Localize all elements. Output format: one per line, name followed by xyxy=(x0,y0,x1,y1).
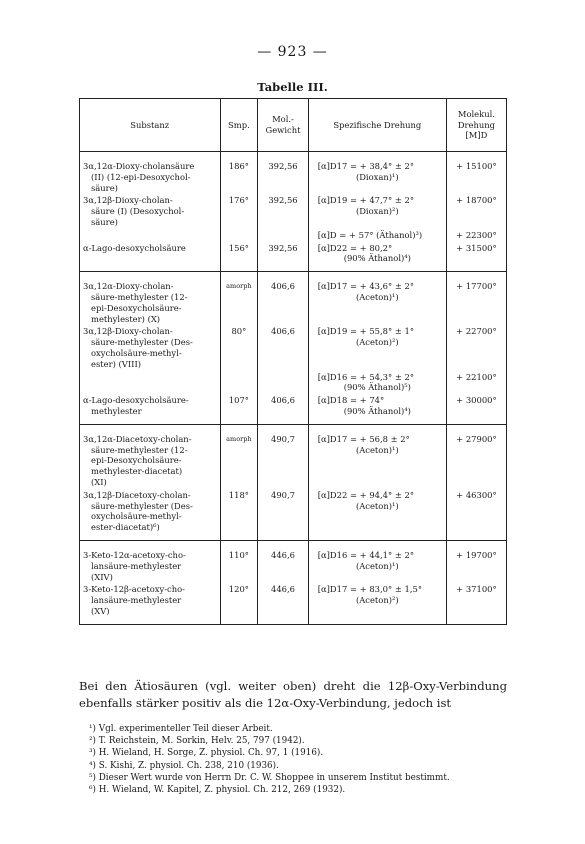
table-row xyxy=(80,242,507,272)
substanz-line: α-Lago-desoxycholsäure xyxy=(83,242,186,253)
substanz-line: 3α,12α-Dioxy-cholan- xyxy=(83,281,174,292)
cell-molek-drehung: + 15100° xyxy=(446,152,506,195)
cell-mol-gewicht: 490,7 xyxy=(258,424,308,488)
substanz-line: säure) xyxy=(91,182,118,193)
substanz-line: methylester xyxy=(91,405,142,416)
rotation-solvent: (90% Äthanol)⁴) xyxy=(343,405,411,416)
cell-spez-drehung xyxy=(308,229,446,242)
table-group xyxy=(80,540,507,624)
substanz-line: 3α,12α-Diacetoxy-cholan- xyxy=(83,433,192,444)
substanz-line: 3α,12β-Diacetoxy-cholan- xyxy=(83,489,191,500)
substanz-line: (XIV) xyxy=(91,571,113,582)
body-paragraph: Bei den Ätiosäuren (vgl. weiter oben) dreht die 12β-Oxy-Verbindung ebenfalls stärker positiv als die 12α-Oxy-Verbindung, jedoch ist xyxy=(79,679,507,710)
rotation-value: [α]D22 = + 80,2° xyxy=(317,242,393,253)
cell-molek-drehung: + 18700° xyxy=(446,194,506,228)
substanz-line: epi-Desoxycholsäure- xyxy=(91,455,182,466)
cell-smp: 107° xyxy=(220,394,258,424)
substanz-line: 3α,12β-Dioxy-cholan- xyxy=(83,195,173,206)
rotation-solvent: (Aceton)¹) xyxy=(355,560,399,571)
rotation-value: [α]D17 = + 83,0° ± 1,5° xyxy=(317,584,423,595)
rotation-solvent: (Aceton)²) xyxy=(355,337,399,348)
cell-mol-gewicht: 406,6 xyxy=(258,325,308,370)
cell-substanz xyxy=(80,583,221,624)
header-substanz: Substanz xyxy=(80,99,221,152)
cell-mol-gewicht: 490,7 xyxy=(258,489,308,541)
rotation-value: [α]D16 = + 44,1° ± 2° xyxy=(317,549,415,560)
table-title: Tabelle III. xyxy=(257,80,328,94)
table-row xyxy=(80,229,507,242)
cell-smp: 156° xyxy=(220,242,258,272)
cell-mol-gewicht: 446,6 xyxy=(258,583,308,624)
table-row xyxy=(80,394,507,424)
cell-molek-drehung: + 37100° xyxy=(446,583,506,624)
cell-mol-gewicht xyxy=(258,371,308,395)
cell-spez-drehung xyxy=(308,583,446,624)
rotation-solvent: (Dioxan)¹) xyxy=(355,171,399,182)
cell-substanz xyxy=(80,489,221,541)
cell-spez-drehung xyxy=(308,489,446,541)
cell-molek-drehung: + 19700° xyxy=(446,540,506,583)
substanz-line: 3α,12β-Dioxy-cholan- xyxy=(83,326,173,337)
cell-molek-drehung: + 30000° xyxy=(446,394,506,424)
substanz-line: α-Lago-desoxycholsäure- xyxy=(83,395,189,406)
header-molek-drehung: Molekul. Drehung [M]D xyxy=(446,99,506,152)
table-header-row xyxy=(80,99,507,152)
rotation-solvent: (90% Äthanol)⁴) xyxy=(343,253,411,264)
cell-substanz xyxy=(80,229,221,242)
footnotes xyxy=(89,723,509,796)
rotation-table xyxy=(79,98,507,625)
cell-substanz xyxy=(80,152,221,195)
page-number: — 923 — xyxy=(257,44,328,60)
cell-spez-drehung xyxy=(308,152,446,195)
substanz-line: methylester-diacetat) xyxy=(91,466,183,477)
table-group xyxy=(80,272,507,425)
cell-mol-gewicht xyxy=(258,229,308,242)
rotation-value: [α]D17 = + 56,8 ± 2° xyxy=(317,433,410,444)
substanz-line: oxycholsäure-methyl- xyxy=(91,511,182,522)
substanz-line: säure-methylester (12- xyxy=(91,291,188,302)
footnote: ⁵) Dieser Wert wurde von Herrn Dr. C. W. Shoppee in unserem Institut bestimmt. xyxy=(89,772,450,783)
rotation-value: [α]D = + 57° (Äthanol)³) xyxy=(317,229,423,240)
rotation-value: [α]D16 = + 54,3° ± 2° xyxy=(317,371,415,382)
substanz-line: 3-Keto-12β-acetoxy-cho- xyxy=(83,584,186,595)
footnote: ¹) Vgl. experimenteller Teil dieser Arbeit. xyxy=(89,724,273,734)
cell-smp: 120° xyxy=(220,583,258,624)
substanz-line: säure-methylester (Des- xyxy=(91,500,193,511)
substanz-line: oxycholsäure-methyl- xyxy=(91,347,182,358)
rotation-value: [α]D19 = + 55,8° ± 1° xyxy=(317,326,415,337)
table-row xyxy=(80,489,507,541)
cell-substanz xyxy=(80,540,221,583)
cell-spez-drehung xyxy=(308,540,446,583)
cell-spez-drehung xyxy=(308,424,446,488)
rotation-value: [α]D22 = + 94,4° ± 2° xyxy=(317,489,415,500)
substanz-line: ester) (VIII) xyxy=(91,358,142,369)
substanz-line: säure-methylester (12- xyxy=(91,444,188,455)
header-mol-gewicht: Mol.-Gewicht xyxy=(258,99,308,152)
cell-substanz xyxy=(80,325,221,370)
table-row xyxy=(80,272,507,326)
cell-substanz xyxy=(80,242,221,272)
rotation-solvent: (Aceton)¹) xyxy=(355,444,399,455)
table-row xyxy=(80,152,507,195)
cell-spez-drehung xyxy=(308,371,446,395)
table-row xyxy=(80,371,507,395)
cell-spez-drehung xyxy=(308,194,446,228)
cell-molek-drehung: + 22100° xyxy=(446,371,506,395)
substanz-line: (XV) xyxy=(91,605,110,616)
cell-smp: 176° xyxy=(220,194,258,228)
substanz-line: lansäure-methylester xyxy=(91,560,182,571)
rotation-value: [α]D17 = + 43,6° ± 2° xyxy=(317,281,415,292)
substanz-line: ester-diacetat)⁶) xyxy=(91,522,160,533)
cell-mol-gewicht: 446,6 xyxy=(258,540,308,583)
table-row xyxy=(80,583,507,624)
header-smp: Smp. xyxy=(220,99,258,152)
cell-smp xyxy=(220,229,258,242)
substanz-line: methylester) (X) xyxy=(91,313,161,324)
cell-spez-drehung xyxy=(308,394,446,424)
substanz-line: (II) (12-epi-Desoxychol- xyxy=(91,171,191,182)
cell-molek-drehung: + 22700° xyxy=(446,325,506,370)
cell-molek-drehung: + 31500° xyxy=(446,242,506,272)
cell-smp: 118° xyxy=(220,489,258,541)
footnote: ³) H. Wieland, H. Sorge, Z. physiol. Ch. 97, 1 (1916). xyxy=(89,748,324,759)
cell-molek-drehung: + 46300° xyxy=(446,489,506,541)
substanz-line: (XI) xyxy=(91,476,107,487)
table-row xyxy=(80,540,507,583)
rotation-solvent: (Aceton)¹) xyxy=(355,500,399,511)
substanz-line: säure) xyxy=(91,216,118,227)
cell-molek-drehung: + 22300° xyxy=(446,229,506,242)
cell-mol-gewicht: 392,56 xyxy=(258,194,308,228)
cell-smp: 110° xyxy=(220,540,258,583)
cell-substanz xyxy=(80,424,221,488)
cell-mol-gewicht: 392,56 xyxy=(258,152,308,195)
rotation-solvent: (90% Äthanol)⁵) xyxy=(343,382,411,393)
cell-molek-drehung: + 17700° xyxy=(446,272,506,326)
cell-spez-drehung xyxy=(308,242,446,272)
cell-smp: 80° xyxy=(220,325,258,370)
cell-molek-drehung: + 27900° xyxy=(446,424,506,488)
cell-spez-drehung xyxy=(308,272,446,326)
cell-mol-gewicht: 406,6 xyxy=(258,394,308,424)
cell-smp xyxy=(220,371,258,395)
cell-substanz xyxy=(80,194,221,228)
cell-substanz xyxy=(80,394,221,424)
cell-smp: amorph xyxy=(220,272,258,326)
rotation-value: [α]D18 = + 74° xyxy=(317,395,385,406)
substanz-line: säure-methylester (Des- xyxy=(91,337,193,348)
cell-mol-gewicht: 406,6 xyxy=(258,272,308,326)
header-spez-drehung: Spezifische Drehung xyxy=(308,99,446,152)
rotation-solvent: (Dioxan)²) xyxy=(355,206,399,217)
substanz-line: lansäure-methylester xyxy=(91,595,182,606)
rotation-value: [α]D17 = + 38,4° ± 2° xyxy=(317,161,415,171)
substanz-line: epi-Desoxycholsäure- xyxy=(91,302,182,313)
cell-substanz xyxy=(80,272,221,326)
rotation-solvent: (Aceton)¹) xyxy=(355,291,399,302)
table-group xyxy=(80,152,507,272)
substanz-line: 3-Keto-12α-acetoxy-cho- xyxy=(83,549,186,560)
table-row xyxy=(80,424,507,488)
substanz-line: säure (I) (Desoxychol- xyxy=(91,206,185,217)
cell-mol-gewicht: 392,56 xyxy=(258,242,308,272)
table-group xyxy=(80,424,507,540)
footnote: ⁴) S. Kishi, Z. physiol. Ch. 238, 210 (1936). xyxy=(89,760,279,771)
table-row xyxy=(80,325,507,370)
cell-smp: amorph xyxy=(220,424,258,488)
footnote: ⁶) H. Wieland, W. Kapitel, Z. physiol. Ch. 212, 269 (1932). xyxy=(89,785,346,796)
rotation-solvent: (Aceton)²) xyxy=(355,595,399,606)
cell-spez-drehung xyxy=(308,325,446,370)
footnote: ²) T. Reichstein, M. Sorkin, Helv. 25, 797 (1942). xyxy=(89,736,305,747)
substanz-line: 3α,12α-Dioxy-cholansäure xyxy=(83,161,195,171)
rotation-value: [α]D19 = + 47,7° ± 2° xyxy=(317,195,415,206)
table-row xyxy=(80,194,507,228)
cell-substanz xyxy=(80,371,221,395)
cell-smp: 186° xyxy=(220,152,258,195)
